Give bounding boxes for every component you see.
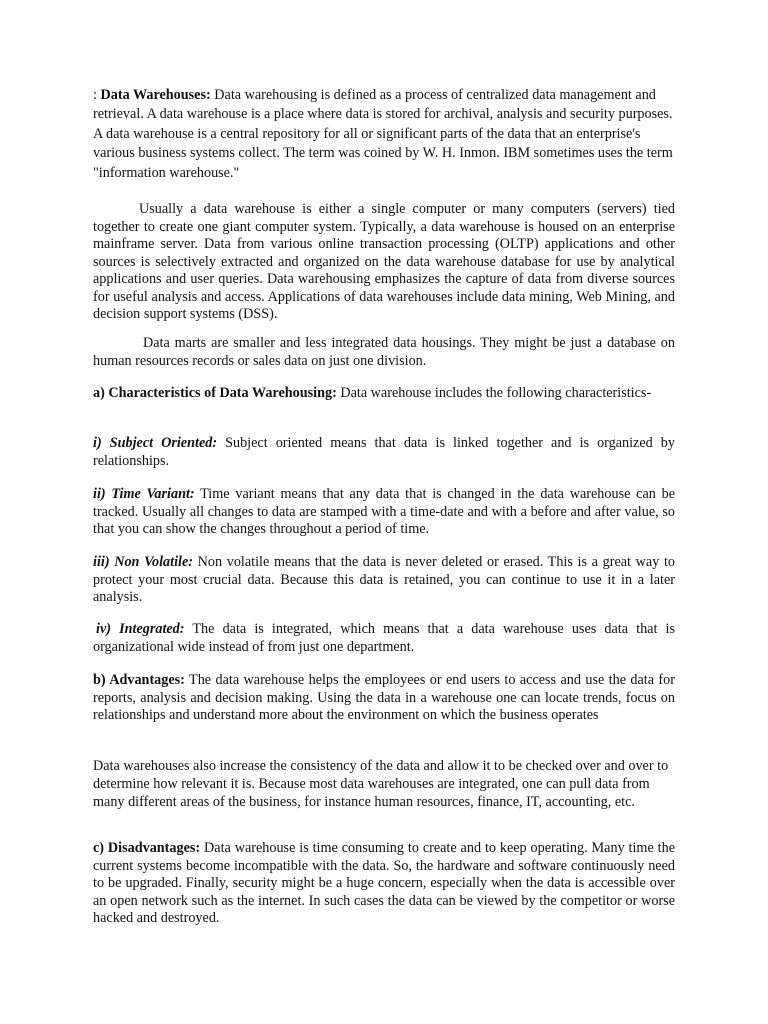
paragraph-subject-oriented	[93, 435, 675, 470]
paragraph-text: Subject oriented means that data is linked together and is organized by relationships.	[93, 435, 675, 469]
paragraph-text: The data is integrated, which means that a data warehouse uses data that is organizational wide instead of from just one department.	[93, 621, 675, 655]
paragraph-text: Non volatile means that the data is never deleted or erased. This is a great way to protect your most crucial data. Because this data is retained, you can continue to use it in a later analysis.	[93, 554, 675, 605]
heading-time-variant: ii) Time Variant:	[93, 486, 195, 502]
heading-subject-oriented: i) Subject Oriented:	[93, 435, 218, 451]
paragraph-prefix: :	[93, 87, 101, 103]
paragraph-time-variant	[93, 486, 675, 539]
paragraph-advantages	[93, 672, 675, 725]
paragraph-text: Time variant means that any data that is changed in the data warehouse can be tracked. Usually all changes to data are stamped with a time-date and with a before and after value, so that you can show the changes throughout a period of time.	[93, 486, 675, 537]
heading-disadvantages: c) Disadvantages:	[93, 840, 201, 856]
heading-non-volatile: iii) Non Volatile:	[93, 554, 193, 570]
heading-advantages: b) Advantages:	[93, 672, 185, 688]
paragraph-usually	[93, 201, 675, 324]
paragraph-text: Usually a data warehouse is either a single computer or many computers (servers) tied together to create one giant computer system. Typically, a data warehouse is housed on an enterprise mainframe server. Data from various online transaction processing (OLTP) applications and other sources is selectively extracted and organized on the data warehouse database for use by analytical applications and user queries. Data warehousing emphasizes the capture of data from diverse sources for useful analysis and access. Applications of data warehouses include data mining, Web Mining, and decision support systems (DSS).	[93, 201, 675, 322]
heading-integrated: iv) Integrated:	[96, 621, 185, 637]
paragraph-data-warehouses	[93, 86, 675, 183]
paragraph-text: Data warehouse is time consuming to create and to keep operating. Many time the current systems become incompatible with the data. So, the hardware and software continuously need to be upgraded. Finally, security might be a huge concern, especially when the data is accessible over an open network such as the internet. In such cases the data can be viewed by the competitor or worse hacked and destroyed.	[93, 840, 675, 926]
paragraph-text: Data warehousing is defined as a process of centralized data management and retrieval. A data warehouse is a place where data is stored for archival, analysis and security purposes. A data warehouse is a central repository for all or significant parts of the data that an enterprise's various business systems collect. The term was coined by W. H. Inmon. IBM sometimes uses the term "information warehouse."	[93, 87, 673, 181]
paragraph-text: The data warehouse helps the employees or end users to access and use the data for reports, analysis and decision making. Using the data in a warehouse one can locate trends, focus on relationships and understand more about the environment on which the business operates	[93, 672, 675, 723]
paragraph-text: Data warehouses also increase the consistency of the data and allow it to be checked over and over to determine how relevant it is. Because most data warehouses are integrated, one can pull data from many different areas of the business, for instance human resources, finance, IT, accounting, etc.	[93, 758, 669, 810]
paragraph-disadvantages	[93, 840, 675, 928]
paragraph-characteristics	[93, 385, 675, 403]
paragraph-text: Data marts are smaller and less integrated data housings. They might be just a database on human resources records or sales data on just one division.	[93, 335, 675, 369]
paragraph-consistency	[93, 757, 675, 811]
paragraph-non-volatile	[93, 554, 675, 607]
paragraph-data-marts	[93, 335, 675, 370]
heading-data-warehouses: Data Warehouses:	[100, 87, 211, 103]
paragraph-text: Data warehouse includes the following characteristics-	[336, 385, 652, 401]
heading-characteristics: a) Characteristics of Data Warehousing:	[93, 385, 337, 401]
paragraph-integrated	[93, 621, 675, 656]
